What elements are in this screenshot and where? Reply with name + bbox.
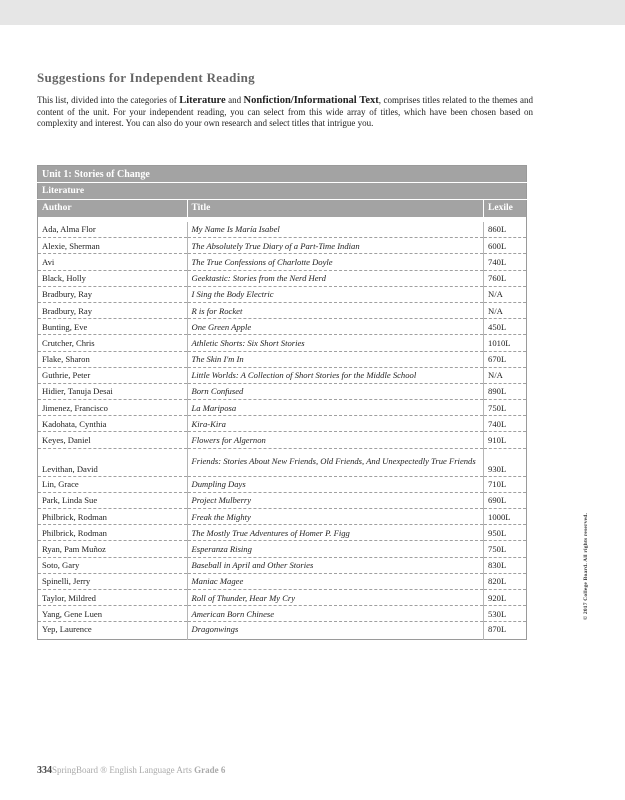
- lexile-cell: 600L: [484, 238, 527, 254]
- table-row: [38, 589, 527, 605]
- intro-text-1: This list, divided into the categories of: [37, 95, 180, 105]
- table-row: [38, 557, 527, 573]
- unit-title-row: [38, 166, 527, 183]
- lexile-cell: 950L: [484, 525, 527, 541]
- intro-text-2: , comprises titles related to the themes and content of the unit. For your independent reading, you can select from this wide array of titles, which have been chosen based on complexity and interest. You can also do your own research and select titles that intrigue you.: [37, 95, 533, 129]
- table-row: [38, 254, 527, 270]
- lexile-cell: 830L: [484, 557, 527, 573]
- lexile-cell: 1010L: [484, 335, 527, 351]
- table-row: [38, 222, 527, 238]
- title-cell: Geektastic: Stories from the Nerd Herd: [187, 270, 484, 286]
- lexile-cell: N/A: [484, 367, 527, 383]
- author-cell: Ryan, Pam Muñoz: [38, 541, 188, 557]
- author-cell: Kadohata, Cynthia: [38, 416, 188, 432]
- lexile-cell: 760L: [484, 270, 527, 286]
- lexile-cell: 450L: [484, 319, 527, 335]
- lexile-cell: 740L: [484, 254, 527, 270]
- author-cell: Park, Linda Sue: [38, 492, 188, 508]
- title-cell: Little Worlds: A Collection of Short Stories for the Middle School: [187, 367, 484, 383]
- title-cell: The Absolutely True Diary of a Part-Time Indian: [187, 238, 484, 254]
- page-number: 334: [37, 765, 52, 776]
- title-cell: Dragonwings: [187, 622, 484, 640]
- title-cell: La Mariposa: [187, 400, 484, 416]
- table-row: [38, 383, 527, 399]
- title-cell: Flowers for Algernon: [187, 432, 484, 448]
- top-bar: [0, 0, 625, 25]
- page-heading: Suggestions for Independent Reading: [37, 70, 255, 85]
- table-row: [38, 286, 527, 302]
- author-cell: Yang, Gene Luen: [38, 606, 188, 622]
- author-cell: Avi: [38, 254, 188, 270]
- table-row: [38, 448, 527, 476]
- author-cell: Alexie, Sherman: [38, 238, 188, 254]
- lexile-cell: 890L: [484, 383, 527, 399]
- lexile-cell: N/A: [484, 302, 527, 318]
- lexile-cell: 910L: [484, 432, 527, 448]
- table-row: [38, 302, 527, 318]
- author-cell: Crutcher, Chris: [38, 335, 188, 351]
- lexile-cell: 670L: [484, 351, 527, 367]
- author-cell: Bradbury, Ray: [38, 286, 188, 302]
- table-row: [38, 351, 527, 367]
- reading-list-table: [37, 165, 527, 640]
- table-row: [38, 432, 527, 448]
- author-cell: Bunting, Eve: [38, 319, 188, 335]
- lexile-cell: 750L: [484, 541, 527, 557]
- lexile-cell: N/A: [484, 286, 527, 302]
- registered-mark: ®: [100, 765, 108, 775]
- lexile-cell: 930L: [484, 448, 527, 476]
- table-row: [38, 416, 527, 432]
- author-cell: Soto, Gary: [38, 557, 188, 573]
- column-header-title: Title: [187, 200, 484, 217]
- title-cell: I Sing the Body Electric: [187, 286, 484, 302]
- title-cell: My Name Is María Isabel: [187, 222, 484, 238]
- copyright-notice: © 2017 College Board. All rights reserved.: [583, 512, 589, 620]
- title-cell: Roll of Thunder, Hear My Cry: [187, 589, 484, 605]
- table-row: [38, 606, 527, 622]
- author-cell: Philbrick, Rodman: [38, 525, 188, 541]
- table-row: [38, 541, 527, 557]
- lexile-cell: 750L: [484, 400, 527, 416]
- lexile-cell: 1000L: [484, 509, 527, 525]
- title-cell: Dumpling Days: [187, 476, 484, 492]
- category-nonfiction: Nonfiction/Informational Text: [243, 95, 379, 106]
- table-row: [38, 270, 527, 286]
- footer-brand: SpringBoard: [52, 765, 98, 775]
- page-footer: [37, 765, 225, 776]
- footer-grade: Grade 6: [194, 765, 226, 775]
- table-row: [38, 509, 527, 525]
- lexile-cell: 710L: [484, 476, 527, 492]
- intro-and: and: [225, 95, 244, 105]
- lexile-cell: 690L: [484, 492, 527, 508]
- category-literature: Literature: [179, 95, 226, 106]
- title-cell: Freak the Mighty: [187, 509, 484, 525]
- intro-paragraph: [37, 95, 533, 130]
- unit-title: Unit 1: Stories of Change: [38, 166, 527, 183]
- title-cell: The Mostly True Adventures of Homer P. Figg: [187, 525, 484, 541]
- lexile-cell: 530L: [484, 606, 527, 622]
- title-cell: Kira-Kira: [187, 416, 484, 432]
- lexile-cell: 870L: [488, 624, 507, 635]
- author-cell: Guthrie, Peter: [38, 367, 188, 383]
- title-cell: The True Confessions of Charlotte Doyle: [187, 254, 484, 270]
- author-cell: Hidier, Tanuja Desai: [38, 383, 188, 399]
- author-cell: Taylor, Mildred: [38, 589, 188, 605]
- author-cell: Lin, Grace: [38, 476, 188, 492]
- title-cell: One Green Apple: [187, 319, 484, 335]
- table-row: [38, 525, 527, 541]
- author-cell: Jimenez, Francisco: [38, 400, 188, 416]
- author-cell: Spinelli, Jerry: [38, 573, 188, 589]
- title-cell: American Born Chinese: [187, 606, 484, 622]
- title-cell: Born Confused: [187, 383, 484, 399]
- author-cell: Bradbury, Ray: [38, 302, 188, 318]
- author-cell: Black, Holly: [38, 270, 188, 286]
- column-header-row: [38, 200, 527, 217]
- table-row: [38, 319, 527, 335]
- title-cell: Project Mulberry: [187, 492, 484, 508]
- footer-subject: English Language Arts: [109, 765, 192, 775]
- author-cell: Keyes, Daniel: [38, 432, 188, 448]
- title-cell: Maniac Magee: [187, 573, 484, 589]
- author-cell: Philbrick, Rodman: [38, 509, 188, 525]
- table-row: [38, 238, 527, 254]
- title-cell: Athletic Shorts: Six Short Stories: [187, 335, 484, 351]
- table-row: [38, 622, 527, 640]
- table-row: [38, 335, 527, 351]
- table-row: [38, 400, 527, 416]
- author-cell: Flake, Sharon: [38, 351, 188, 367]
- table-row: [38, 367, 527, 383]
- section-label: Literature: [38, 183, 527, 200]
- title-cell: Esperanza Rising: [187, 541, 484, 557]
- author-cell: Yep, Laurence: [38, 622, 188, 640]
- table-row: [38, 492, 527, 508]
- lexile-cell: 820L: [484, 573, 527, 589]
- column-header-lexile: Lexile: [488, 203, 513, 214]
- title-cell: The Skin I'm In: [187, 351, 484, 367]
- section-row: [38, 183, 527, 200]
- lexile-cell: 740L: [484, 416, 527, 432]
- table-row: [38, 573, 527, 589]
- column-header-author: Author: [38, 200, 188, 217]
- table-row: [38, 476, 527, 492]
- title-cell: Friends: Stories About New Friends, Old Friends, And Unexpectedly True Friends: [187, 448, 484, 476]
- lexile-cell: 860L: [484, 222, 527, 238]
- title-cell: R is for Rocket: [187, 302, 484, 318]
- title-cell: Baseball in April and Other Stories: [187, 557, 484, 573]
- author-cell: Levithan, David: [38, 448, 188, 476]
- author-cell: Ada, Alma Flor: [38, 222, 188, 238]
- lexile-cell: 920L: [484, 589, 527, 605]
